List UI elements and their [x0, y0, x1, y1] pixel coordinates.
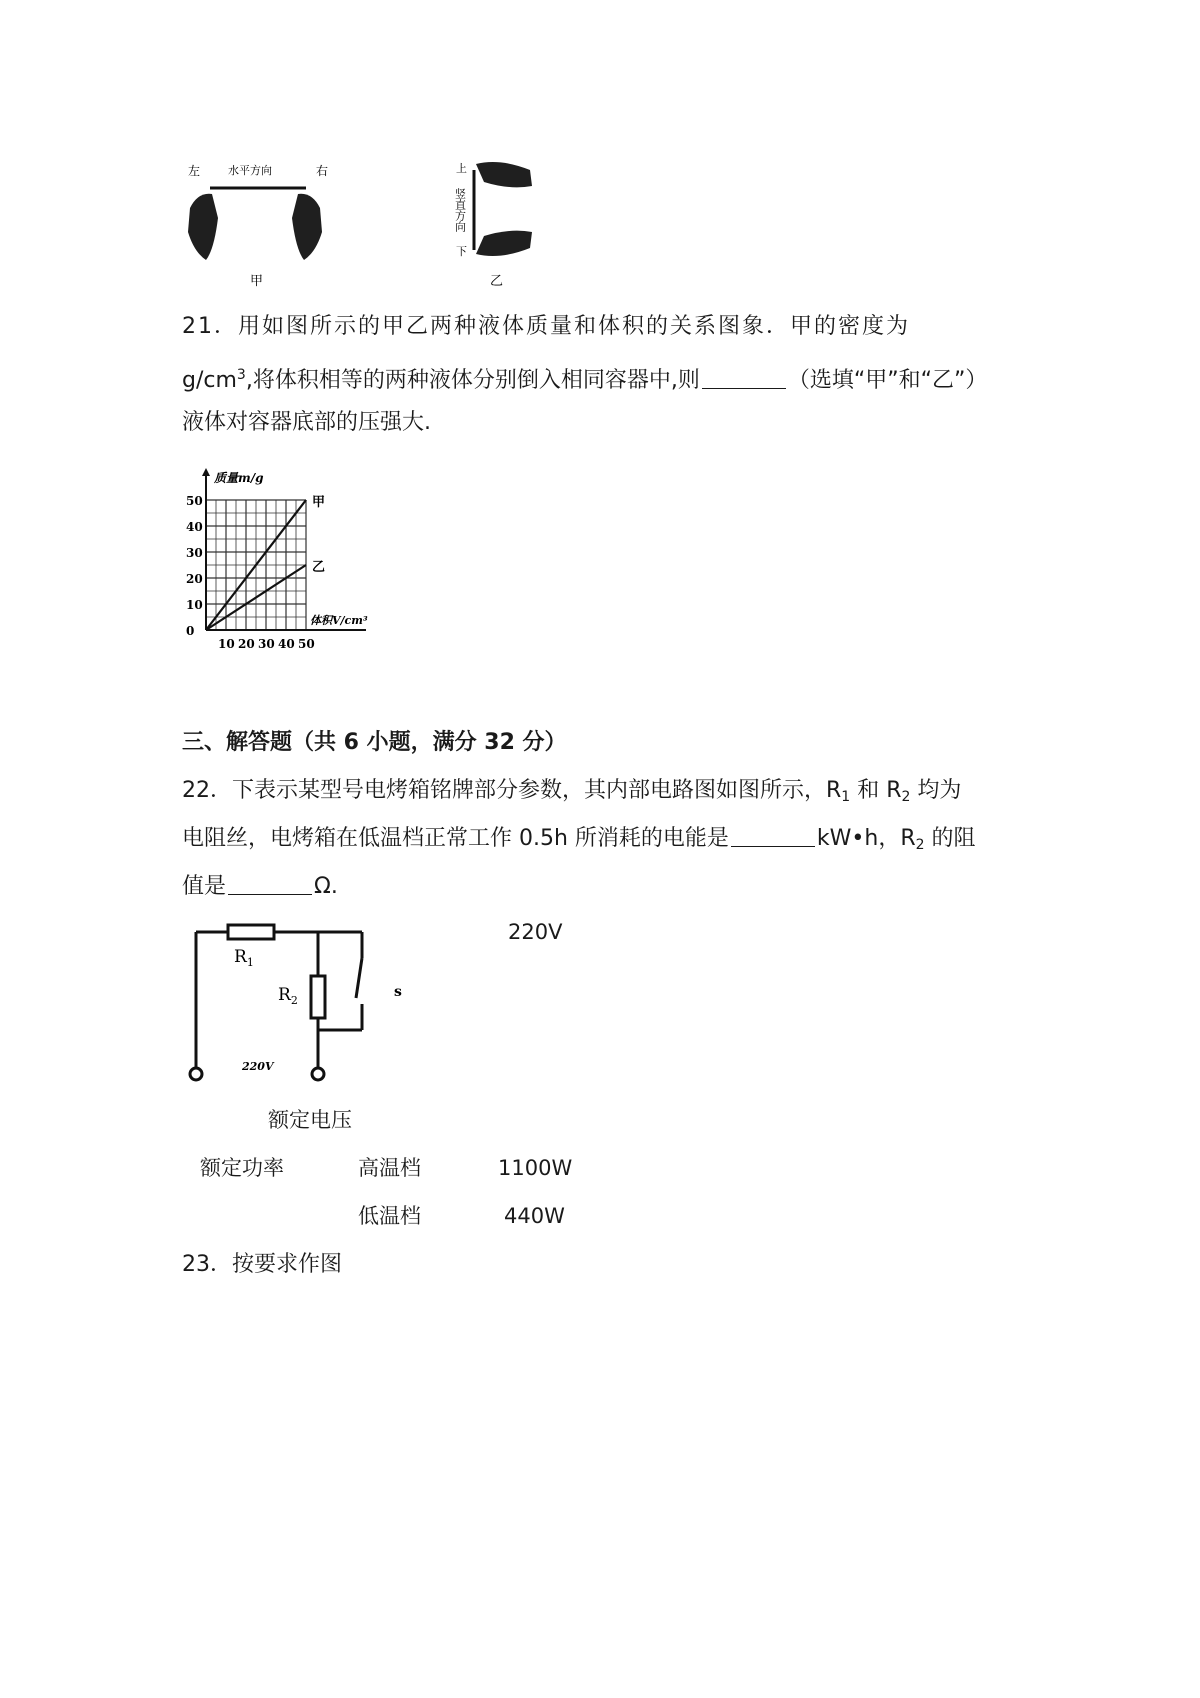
q21-unit: g/cm	[182, 368, 237, 393]
y-tick-label: 10	[186, 598, 203, 612]
q22-line3	[182, 872, 338, 902]
q23-text: 23．按要求作图	[182, 1252, 342, 1277]
terminal-left-icon	[190, 1068, 202, 1080]
left-label: 左	[188, 164, 201, 178]
x-tick-label: 40	[278, 637, 295, 651]
y-axis-arrow-icon	[202, 468, 210, 476]
caption-yi: 乙	[490, 274, 504, 289]
q21-line2-mid: ,将体积相等的两种液体分别倒入相同容器中,则	[245, 368, 700, 393]
q22-line3-b: Ω.	[314, 874, 338, 899]
q21-line2-end: （选填“甲”和“乙”）	[787, 368, 988, 393]
x-tick-label: 50	[298, 637, 315, 651]
series-label-yi: 乙	[312, 560, 326, 575]
y-tick-label: 40	[186, 520, 203, 534]
terminal-right-icon	[312, 1068, 324, 1080]
q22-line2-a: 电阻丝，电烤箱在低温档正常工作 0.5h 所消耗的电能是	[182, 826, 729, 851]
mass-volume-chart	[180, 460, 420, 660]
svg-text:R1	[234, 947, 254, 969]
q22-r1-sub: 1	[841, 789, 851, 805]
switch-blade	[356, 958, 362, 998]
rated-voltage-label: 额定电压	[268, 1108, 352, 1132]
hands-figure	[180, 160, 550, 290]
q22-r2-sub-2: 2	[915, 837, 925, 853]
y-tick-label: 20	[186, 572, 203, 586]
q22-r2-sub: 2	[901, 789, 911, 805]
q21-line3-text: 液体对容器底部的压强大.	[182, 410, 431, 435]
r1-resistor	[228, 925, 274, 939]
q22-line2-c: 的阻	[924, 826, 976, 851]
q21-line1	[182, 312, 910, 342]
q22-resistance-blank[interactable]	[228, 872, 312, 895]
high-setting-value: 1100W	[498, 1156, 573, 1180]
q22-line1-a: 22．下表示某型号电烤箱铭牌部分参数，其内部电路图如图所示，R	[182, 778, 842, 803]
q22-line1	[182, 776, 961, 812]
voltage-value: 220V	[508, 920, 563, 944]
q22-energy-blank[interactable]	[731, 824, 815, 847]
x-tick-label: 30	[258, 637, 275, 651]
y-tick-label: 50	[186, 494, 203, 508]
right-label: 右	[316, 164, 329, 178]
r2-label: R	[278, 985, 291, 1005]
switch-label: s	[394, 984, 402, 1000]
y-axis-label: 质量m/g	[214, 471, 264, 485]
x-axis-label: 体积V/cm³	[310, 614, 368, 627]
left-hand-icon	[188, 194, 218, 260]
series-label-jia: 甲	[312, 495, 326, 510]
q22-line1-b: 和 R	[850, 778, 902, 803]
bottom-label: 下	[456, 245, 467, 258]
circuit-voltage-label: 220V	[242, 1060, 274, 1073]
q22-line2-b: kW•h，R	[816, 826, 916, 851]
q23-line	[182, 1250, 342, 1280]
section3-heading	[182, 728, 567, 758]
q21-answer-blank[interactable]	[702, 366, 786, 389]
vertical-label: 竖直方向	[453, 188, 467, 232]
bottom-hand-icon	[476, 231, 532, 256]
x-tick-label: 20	[238, 637, 255, 651]
circuit-diagram-svg	[180, 920, 430, 1090]
q21-line2	[182, 360, 987, 396]
top-hand-icon	[476, 162, 532, 187]
r2-label-sub: 2	[290, 994, 298, 1007]
q22-line3-a: 值是	[182, 874, 227, 899]
horizontal-label: 水平方向	[228, 164, 272, 177]
mass-volume-chart-svg	[180, 460, 420, 660]
right-hand-icon	[292, 194, 322, 260]
hands-figure-svg	[180, 160, 550, 290]
top-label: 上	[456, 162, 467, 175]
y-tick-label: 0	[186, 624, 195, 638]
section3-heading-text: 三、解答题（共 6 小题，满分 32 分）	[182, 730, 567, 755]
low-setting-value: 440W	[504, 1204, 565, 1228]
rated-power-label: 额定功率	[200, 1156, 284, 1180]
q21-line1-text: 21．用如图所示的甲乙两种液体质量和体积的关系图象．甲的密度为	[182, 314, 910, 339]
q21-line3	[182, 408, 431, 438]
circuit-diagram	[180, 920, 430, 1090]
r1-label-sub: 1	[246, 956, 254, 969]
caption-jia: 甲	[250, 274, 264, 289]
q22-line1-c: 均为	[910, 778, 962, 803]
high-setting-label: 高温档	[358, 1156, 421, 1180]
q22-line2	[182, 824, 976, 860]
r2-resistor	[311, 976, 325, 1018]
x-tick-label: 10	[218, 637, 235, 651]
q21-unit-sup: 3	[236, 367, 246, 383]
r1-label: R	[234, 947, 247, 967]
low-setting-label: 低温档	[358, 1204, 421, 1228]
svg-text:R2	[278, 985, 298, 1007]
y-tick-label: 30	[186, 546, 203, 560]
